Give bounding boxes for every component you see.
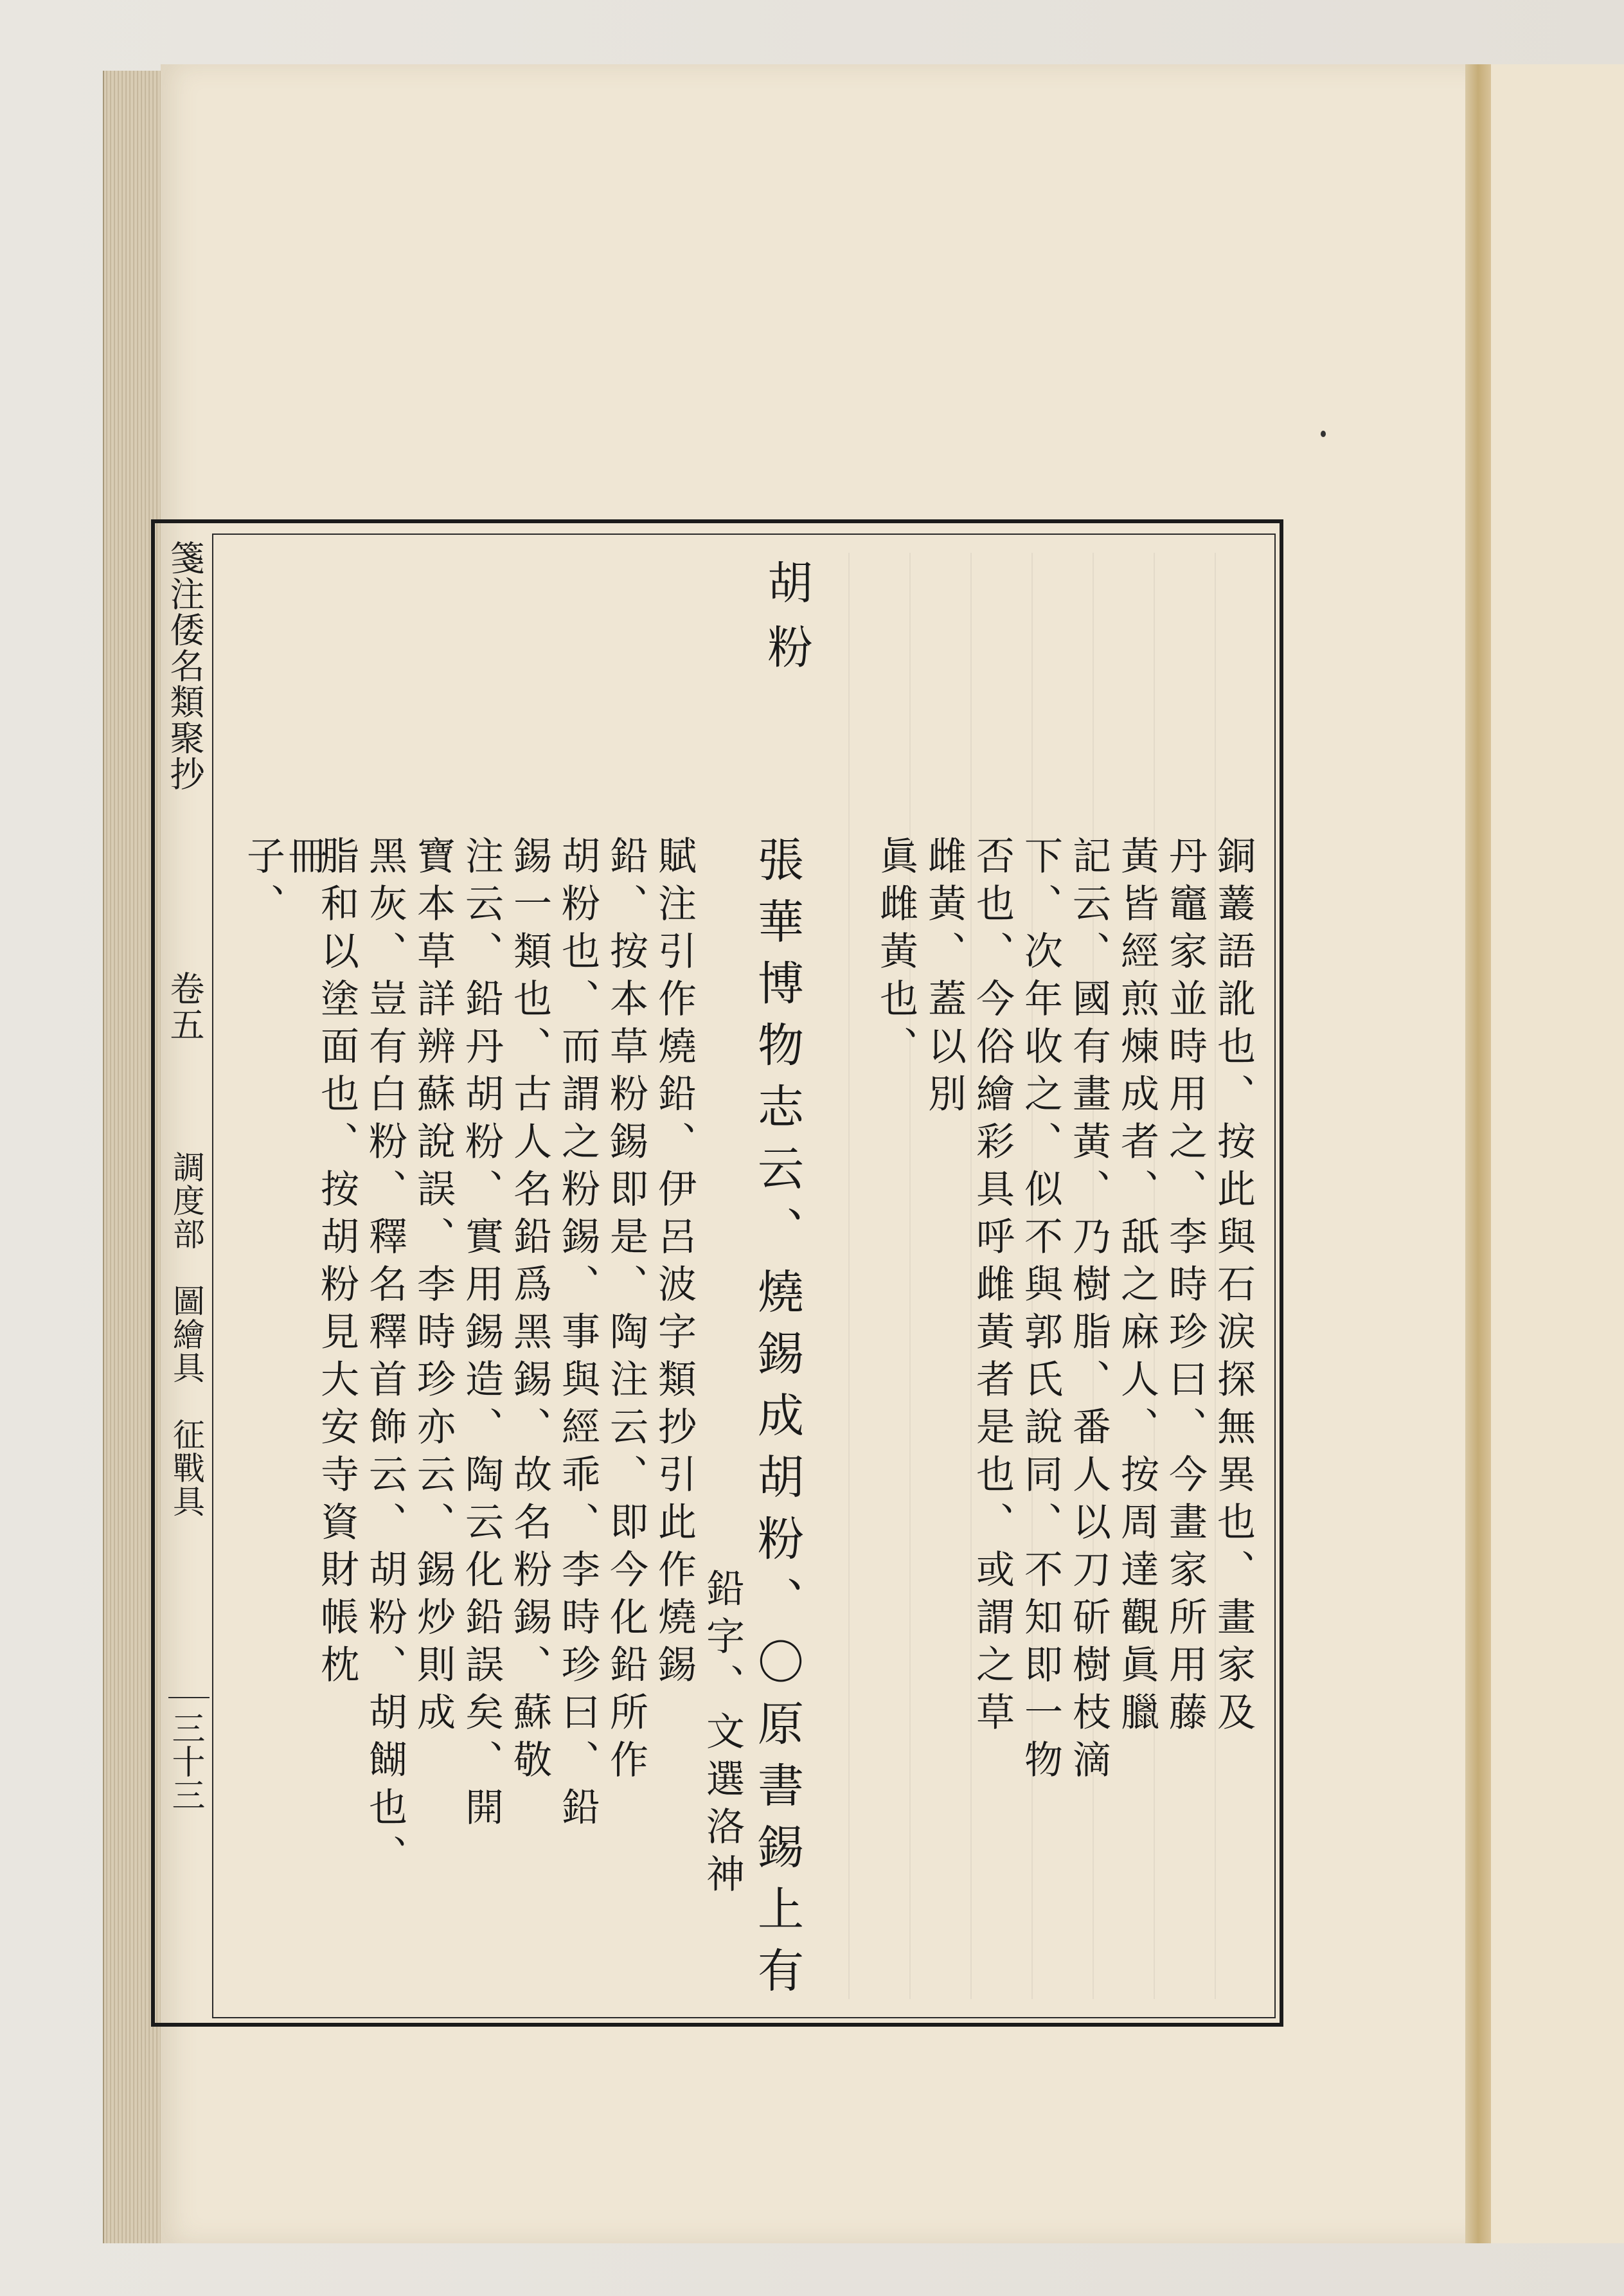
- text-column-15: 注云、鉛丹胡粉、實用錫造、陶云化鉛誤矣、開: [459, 836, 504, 1834]
- text-column-11: 賦注引作燒鉛、伊呂波字類抄引此作燒錫: [652, 836, 697, 1692]
- text-column-12: 鉛、按本草粉錫即是、陶注云、即今化鉛所作: [603, 836, 648, 1787]
- text-column-4: 記云、國有畫黃、乃樹脂、番人以刀斫樹枝滴: [1066, 836, 1111, 1787]
- text-column-14: 錫一類也、古人名鉛爲黑錫、故名粉錫、蘇敬: [507, 836, 552, 1787]
- text-column-13: 胡粉也、而謂之粉錫、事與經乖、李時珍曰、鉛: [555, 836, 600, 1834]
- entry-heading: 胡粉: [760, 559, 813, 688]
- text-column-20: 冊: [282, 836, 327, 883]
- page-number: 三十三: [168, 1697, 210, 1811]
- text-column-9: 張華博物志云、燒錫成胡粉、〇原書錫上有: [750, 836, 804, 2008]
- text-column-6: 否也、今俗繪彩具呼雌黃者是也、或謂之草: [970, 836, 1015, 1739]
- book-gutter: [1465, 64, 1491, 2243]
- text-column-3: 黃皆經煎煉成者、舐之麻人、按周達觀眞臘: [1114, 836, 1159, 1739]
- margin-rule: [212, 534, 213, 2018]
- section-label: 調度部 圖繪具 征戰具: [168, 1151, 205, 1518]
- text-column-7: 雌黃、蓋以別: [922, 836, 967, 1121]
- text-column-10: 鉛字、文選洛神: [700, 1568, 745, 1901]
- text-column-16: 寶本草詳辨蘇說誤、李時珍亦云、錫炒則成: [411, 836, 456, 1739]
- text-column-2: 丹竈家並時用之、李時珍曰、今畫家所用藤: [1163, 836, 1208, 1739]
- volume-label: 卷五: [165, 971, 205, 1043]
- text-column-19: 子、: [240, 836, 285, 931]
- text-column-1: 銅䕺語訛也、按此與石涙探無異也、畫家及: [1211, 836, 1256, 1739]
- book-title: 箋注倭名類聚抄: [165, 540, 205, 792]
- ink-speck: [1321, 431, 1326, 437]
- facing-page-edge: [1491, 64, 1624, 2243]
- text-column-5: 下、次年收之、似不與郭氏說同、不知即一物: [1018, 836, 1063, 1787]
- text-column-18: 脂和以塗面也、按胡粉見大安寺資財帳枕: [314, 836, 359, 1692]
- text-column-8: 眞雌黃也、: [873, 836, 918, 1073]
- text-column-17: 黑灰、豈有白粉、釋名釋首飾云、胡粉、胡餬也、: [362, 836, 407, 1882]
